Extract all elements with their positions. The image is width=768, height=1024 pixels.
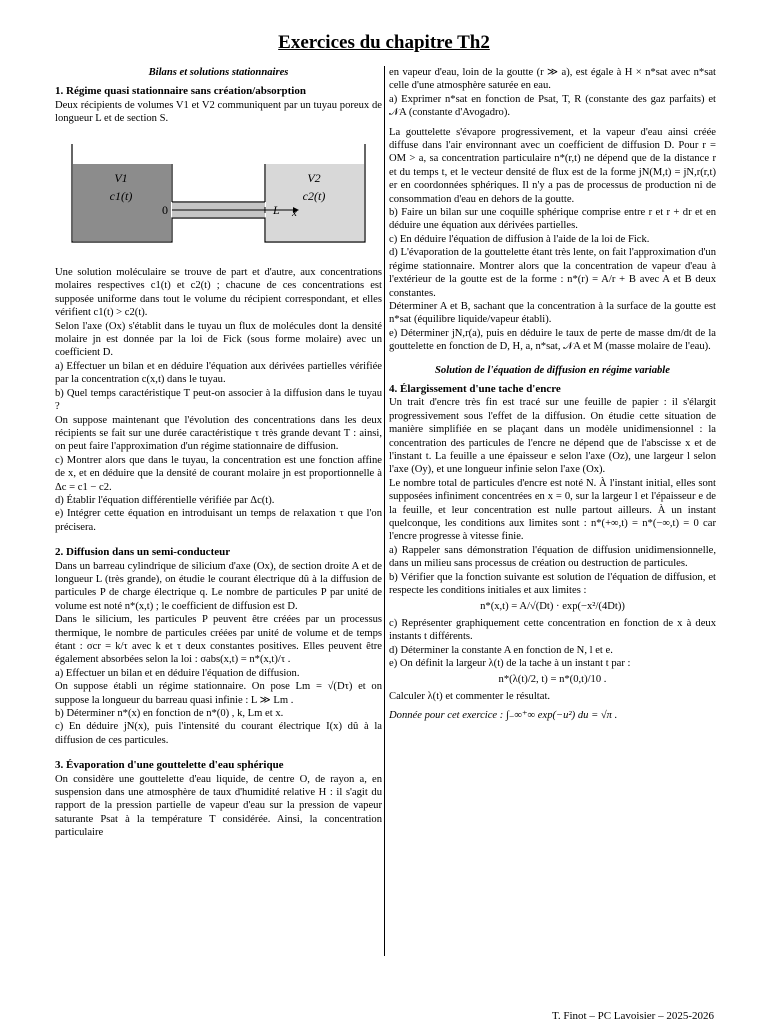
ex3-qb: b) Faire un bilan sur une coquille sphérique comprise entre r et r + dr et en déduire une équation aux dérivées partielles.: [389, 207, 716, 232]
ex1-p1: Une solution moléculaire se trouve de part et d'autre, aux concentrations molaires respectives c1(t) et c2(t) ; chacune de ces concentrations est supposée uniforme dans tout le volume du récipient correspondant, et elles vérifient c1(t) > c2(t).: [55, 267, 382, 319]
left-column: [55, 66, 382, 840]
ex3-qc: c) En déduire l'équation de diffusion à l'aide de la loi de Fick.: [389, 233, 650, 245]
ex1-qb: b) Quel temps caractéristique T peut-on associer à la diffusion dans le tuyau ?: [55, 387, 382, 413]
data-note: Donnée pour cet exercice : ∫₋∞⁺∞ exp(−u²) du = √π .: [389, 710, 618, 722]
v1-label: V1: [114, 170, 128, 185]
ex4-qb: b) Vérifier que la fonction suivante est solution de l'équation de diffusion, et respecte les conditions initiales et aux limites :: [389, 571, 716, 597]
ex4-p1: Un trait d'encre très fin est tracé sur une feuille de papier : il s'élargit progressivement sous l'effet de la diffusion. On étudie cette situation de manière simplifiée en se plaçant dans un modèle unidimensionnel : la concentration des particules de l'encre ne dépend que de l'abscisse x et de l'instant t. La feuille a une épaisseur e selon l'axe (Oz), une largeur l selon l'axe (Oy), et une longueur infinie selon l'axe (Ox).: [389, 397, 716, 476]
ex3-p3: Déterminer A et B, sachant que la concentration à la surface de la goutte est n*sat (équilibre liquide/vapeur établi).: [389, 300, 716, 326]
tube-diagram: [55, 130, 382, 262]
v2-label: V2: [307, 170, 321, 185]
ex1-intro: Deux récipients de volumes V1 et V2 communiquent par un tuyau poreux de longueur L et de section S.: [55, 99, 382, 125]
column-divider: [384, 66, 385, 956]
ex2-qb: b) Déterminer n*(x) en fonction de n*(0) , k, Lm et x.: [55, 708, 284, 720]
exercise-3-title: 3. Évaporation d'une gouttelette d'eau sphérique: [55, 759, 284, 772]
ex1-qa: a) Effectuer un bilan et en déduire l'équation aux dérivées partielles vérifiée par la concentration c(x,t) dans le tuyau.: [55, 360, 382, 386]
section-header-2: Solution de l'équation de diffusion en régime variable: [435, 364, 670, 376]
ex1-p3: On suppose maintenant que l'évolution des concentrations dans les deux récipients se fait sur une durée caractéristique τ très grande devant T : ainsi, on peut faire l'approximation d'un régime stationnaire de diffusion.: [55, 414, 382, 453]
origin-label: 0: [162, 202, 168, 217]
ex4-equation-b: n*(x,t) = A/√(Dt) · exp(−x²/(4Dt)): [480, 601, 625, 613]
x-label: x: [292, 206, 297, 219]
ex4-qe: e) On définit la largeur λ(t) de la tache à un instant t par :: [389, 658, 631, 670]
ex2-qc: c) En déduire jN(x), puis l'intensité du courant électrique I(x) dû à la diffusion de ces particules.: [55, 721, 382, 746]
ex2-qa: a) Effectuer un bilan et en déduire l'équation de diffusion.: [55, 667, 300, 679]
c1-label: c1(t): [109, 188, 133, 203]
ex1-qe: e) Intégrer cette équation en introduisant un temps de relaxation τ que l'on précisera.: [55, 508, 382, 533]
exercise-1-title: 1. Régime quasi stationnaire sans création/absorption: [55, 85, 306, 98]
section-header: Bilans et solutions stationnaires: [148, 67, 289, 78]
ex1-qd: d) Établir l'équation différentielle vérifiée par Δc(t).: [55, 494, 275, 506]
ex3-cont-p1: en vapeur d'eau, loin de la goutte (r ≫ a), est égale à H × n*sat avec n*sat celle d'une atmosphère saturée en eau.: [389, 67, 716, 92]
ex2-p1: Dans un barreau cylindrique de silicium d'axe (Ox), de section droite A et de longueur L (très grande), on étudie le courant électrique dû à la diffusion de particules P de charge électrique q. Le nombre de particules P par unité de volume est noté n*(x,t) ; le coefficient de diffusion est D.: [55, 560, 382, 612]
ex2-p3: On suppose établi un régime stationnaire. On pose Lm = √(Dτ) et on suppose la longueur du barreau quasi infinie : L ≫ Lm .: [55, 681, 382, 706]
ex4-equation-e: n*(λ(t)/2, t) = n*(0,t)/10 .: [498, 674, 607, 686]
ex2-p2: Dans le silicium, les particules P peuvent être créées par un processus thermique, le nombre de particules créées par unité de volume et de temps étant : σcr = k/τ avec k et τ deux constantes positives. Elles peuvent être également absorbées selon la loi : σabs(x,t) = n*(x,t)/τ .: [55, 614, 382, 666]
ex1-qc: c) Montrer alors que dans le tuyau, la concentration est une fonction affine de x, et en déduire que la densité de courant molaire jn est proportionnelle à Δc = c1 − c2.: [55, 454, 382, 493]
ex4-qa: a) Rappeler sans démonstration l'équation de diffusion unidimensionnelle, dans un milieu sans processus de création ou destruction de particules.: [389, 544, 716, 570]
footer: T. Finot – PC Lavoisier – 2025-2026: [551, 1010, 714, 1022]
exercise-2-title: 2. Diffusion dans un semi-conducteur: [55, 546, 231, 559]
page-title: Exercices du chapitre Th2: [278, 32, 490, 53]
right-column: [389, 66, 716, 723]
ex4-p3: Calculer λ(t) et commenter le résultat.: [389, 690, 551, 702]
ex3-p1: On considère une gouttelette d'eau liquide, de centre O, de rayon a, en suspension dans une atmosphère de taux d'humidité relative H : il s'agit du rapport de la pression partielle de vapeur d'eau sur la pression de vapeur saturante Psat à la température T considérée. Ainsi, la concentration particulaire: [55, 773, 382, 839]
ex4-p2: Le nombre total de particules d'encre est noté N. À l'instant initial, elles sont supposées infiniment concentrées en x = 0, sur la largeur l et l'épaisseur e de la feuille, et leur concentration est nulle partout ailleurs. À un instant quelconque, les conditions aux limites sont : n*(+∞,t) = n*(−∞,t) = 0 car l'encre progresse à vitesse finie.: [389, 477, 716, 543]
ex3-qd: d) L'évaporation de la gouttelette étant très lente, on fait l'approximation d'un régime stationnaire. Montrer alors que la concentration de vapeur d'eau à l'extérieur de la goutte est de la forme : n*(r) = A/r + B avec A et B deux constantes.: [389, 247, 716, 299]
ex3-p2: La gouttelette s'évapore progressivement, et la vapeur d'eau ainsi créée diffuse dans l'air environnant avec un coefficient de diffusion D. Pour r = OM > a, sa concentration particulaire n*(r,t) ne dépend que de la distance r et du temps t, et le vecteur densité de flux est de la forme jN(M,t) = jN,r(r,t) er en coordonnées sphériques. Il n'y a pas de processus de production ni de consommation d'eau en dehors de la goutte.: [389, 126, 716, 205]
exercise-4-title: 4. Élargissement d'une tache d'encre: [389, 382, 561, 395]
ex4-qc: c) Représenter graphiquement cette concentration en fonction de x à deux instants t différents.: [389, 617, 716, 643]
length-label: L: [273, 202, 280, 217]
ex3-qe: e) Déterminer jN,r(a), puis en déduire le taux de perte de masse dm/dt de la gouttelette en fonction de D, H, a, n*sat, 𝒩A et M (masse molaire de l'eau).: [389, 327, 716, 353]
ex1-p2: Selon l'axe (Ox) s'établit dans le tuyau un flux de molécules dont la densité molaire jn est donnée par la loi de Fick (sous forme molaire) avec un coefficient D.: [55, 320, 382, 359]
ex3-qa: a) Exprimer n*sat en fonction de Psat, T, R (constante des gaz parfaits) et 𝒩A (constante d'Avogadro).: [389, 93, 716, 119]
c2-label: c2(t): [302, 188, 326, 203]
ex4-qd: d) Déterminer la constante A en fonction de N, l et e.: [389, 644, 613, 656]
